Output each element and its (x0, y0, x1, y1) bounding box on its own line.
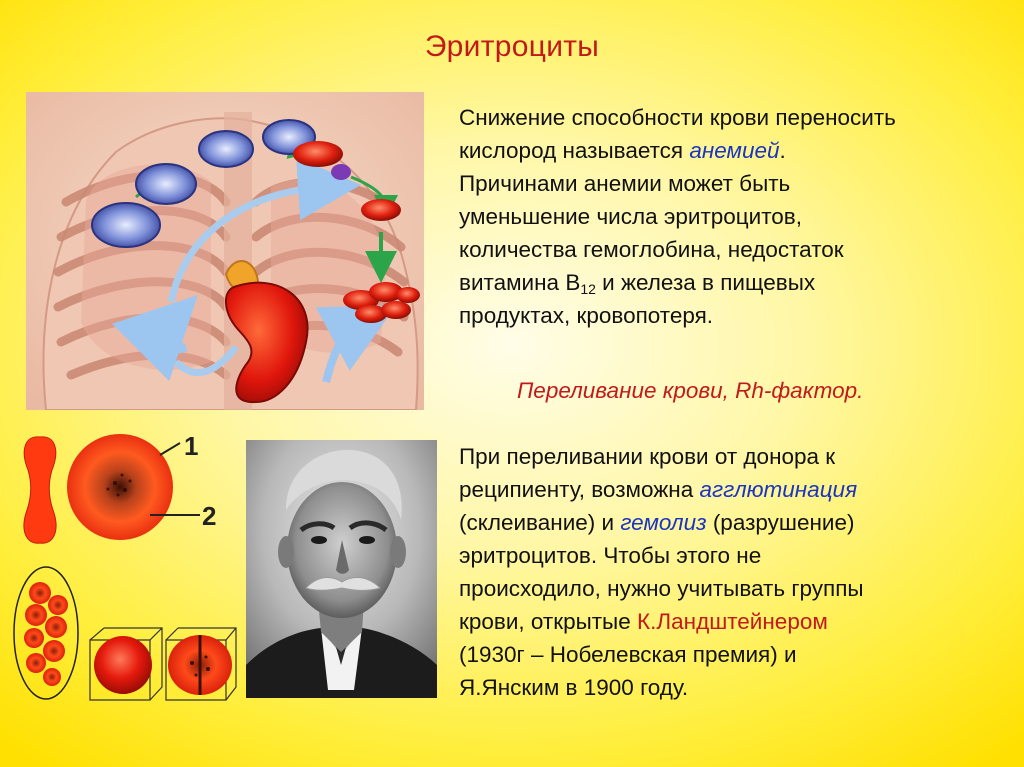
p1-line6 (459, 266, 1004, 299)
p2-line7: (1930г – Нобелевская премия) и (459, 642, 797, 667)
p2-line1: При переливании крови от донора к (459, 444, 836, 469)
p2-line5: происходило, нужно учитывать группы (459, 576, 864, 601)
p2-line3-end: (разрушение) (706, 510, 855, 535)
p2-line3-text: (склеивание) и (459, 510, 621, 535)
p1-line4: уменьшение числа эритроцитов, (459, 204, 803, 229)
p2-line4: эритроцитов. Чтобы этого не (459, 543, 762, 568)
p2-line2-text: реципиенту, возможна (459, 477, 700, 502)
p1-line3: Причинами анемии может быть (459, 171, 791, 196)
p1-line2 (459, 134, 1004, 167)
p2-line3 (459, 506, 1004, 539)
portrait-svg (246, 440, 437, 698)
stacked-cells (24, 582, 68, 686)
paragraph-transfusion (459, 440, 1004, 704)
p2-line8: Я.Янским в 1900 году. (459, 675, 689, 700)
diagram-label-1: 1 (184, 431, 199, 461)
anatomy-illustration (26, 92, 424, 410)
rbc-diagram-svg (10, 425, 240, 708)
p1-line6-end: и железа в пищевых (595, 270, 816, 295)
rbc-diagram (10, 425, 240, 708)
p2-line6 (459, 605, 1004, 638)
p1-line2-text: кислород называется (459, 138, 690, 163)
cube-sphere (90, 628, 162, 700)
paragraph-anemia (459, 101, 1004, 332)
p1-line7: продуктах, кровопотеря. (459, 303, 714, 328)
diagram-label-2: 2 (202, 501, 217, 531)
p1-line6-text: витамина В (459, 270, 581, 295)
term-landsteiner: К.Ландштейнером (637, 609, 828, 634)
p1-line5: количества гемоглобина, недостаток (459, 237, 844, 262)
p1-line1: Снижение способности крови переносить (459, 105, 896, 130)
p2-line6-text: крови, открытые (459, 609, 637, 634)
cube-split-cell (166, 628, 236, 700)
p2-line2 (459, 473, 1004, 506)
subheading-transfusion: Переливание крови, Rh-фактор. (517, 378, 864, 403)
anatomy-svg (26, 92, 424, 410)
portrait-photo (246, 440, 437, 698)
term-agglutination: агглютинация (699, 477, 858, 502)
term-hemolysis: гемолиз (620, 510, 707, 535)
p1-line2-end: . (779, 138, 786, 163)
term-anemia: анемией (689, 138, 780, 163)
slide-title: Эритроциты (424, 30, 600, 63)
vitamin-subscript: 12 (580, 281, 596, 297)
